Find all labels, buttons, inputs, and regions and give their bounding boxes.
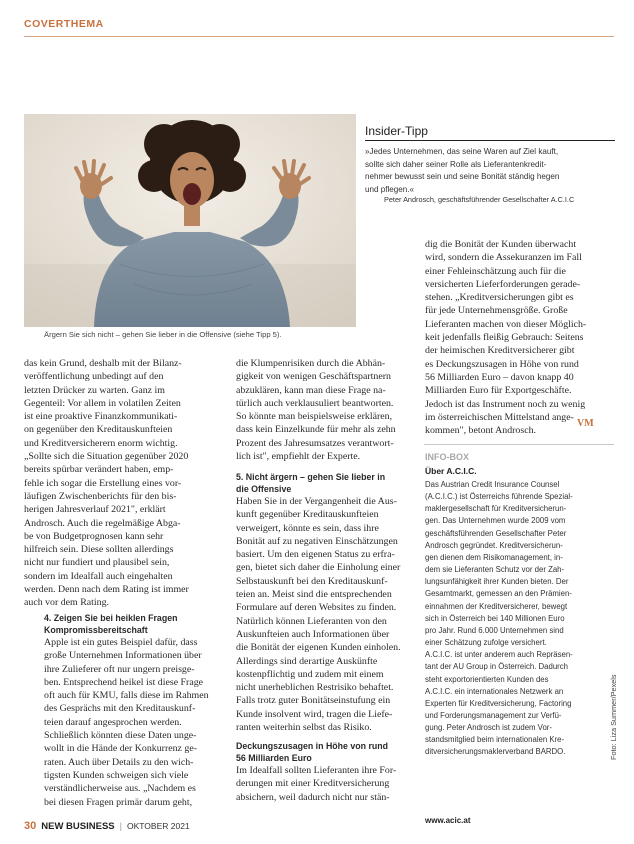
text-line: läufigen Zwischenberichts für den bis- xyxy=(24,490,177,502)
text-line: versicherten Lieferforderungen gerade- xyxy=(425,278,581,290)
heading-line: 56 Milliarden Euro xyxy=(236,753,312,764)
text-line: wollt in die Hände der Konkurrenz ge- xyxy=(44,743,198,755)
text-line: veröffentlichung unbedingt auf den xyxy=(24,371,164,383)
author-signature: VM xyxy=(577,418,594,429)
text-line: Auskunfteien auch Informationen über xyxy=(236,628,390,640)
text-line: Falls trotz guter Bonitätseinstufung ein xyxy=(236,695,391,707)
magazine-name: NEW BUSINESS xyxy=(41,821,115,832)
text-line: 56 Milliarden Euro – davon knapp 40 xyxy=(425,371,574,383)
text-line: Schließlich könnten diese Daten unge- xyxy=(44,730,197,742)
text-line: basiert. Um den eigenen Status zu erfra- xyxy=(236,549,395,561)
footer-separator: | xyxy=(119,821,122,831)
info-line: gen dienen dem Risikomanagement, in- xyxy=(425,552,563,562)
text-line: So könnte man beispielsweise erklären, xyxy=(236,411,393,423)
text-line: ben. Entsprechend heikel ist diese Frage xyxy=(44,676,204,688)
text-line: lich ist", empfiehlt der Experte. xyxy=(236,451,361,463)
info-line: einer Schätzung zufolge versichert. xyxy=(425,638,547,648)
text-line: bei diesen Fragen primär darum geht, xyxy=(44,796,193,808)
page-footer xyxy=(24,820,190,832)
text-line: letzten Drücker zu warten. Ganz im xyxy=(24,384,165,396)
quote-line: nehmer bewusst sein und seine Bonität ständig hegen xyxy=(365,172,560,182)
body-column-1 xyxy=(24,357,214,610)
info-line: gen. Das Unternehmen wurde 2009 vom xyxy=(425,516,566,526)
text-line: dass kein Einzelkunde für mehr als zehn xyxy=(236,424,396,436)
info-box-body xyxy=(425,479,625,759)
info-line: steht exportorientierten Kunden des xyxy=(425,674,549,684)
info-line: pro Jahr. Rund 6.000 Unternehmen sind xyxy=(425,625,564,635)
body-column-3 xyxy=(425,238,615,437)
info-box-title: INFO-BOX xyxy=(425,452,469,462)
text-line: Bonität auf zu negativen Einschätzungen xyxy=(236,535,398,547)
text-line: ihre Zulieferer oft nur ungern preisge- xyxy=(44,663,195,675)
photo-caption: Ärgern Sie sich nicht – gehen Sie lieber in die Offensive (siehe Tipp 5). xyxy=(44,330,282,339)
heading-line: 4. Zeigen Sie bei heiklen Fragen xyxy=(44,613,178,623)
info-line: Das Austrian Credit Insurance Counsel xyxy=(425,480,560,489)
text-line: es Deckungszusagen in Höhe von rund xyxy=(425,358,579,370)
text-line: die Bonität der eigenen Kunden einholen. xyxy=(236,642,401,654)
photo-credit: Foto: Liza Summer/Pexels xyxy=(609,674,618,760)
text-line: Lieferanten machen von dieser Möglich- xyxy=(425,318,587,330)
info-box-url[interactable]: www.acic.at xyxy=(425,816,471,825)
text-line: ranten weiterhin selbst das Risiko. xyxy=(236,722,372,734)
text-line: be von Budgetprognosen kann sehr xyxy=(24,530,164,542)
text-line: herigen Jahresverlauf 2021", erklärt xyxy=(24,504,166,516)
quote-line: »Jedes Unternehmen, das seine Waren auf Ziel kauft, xyxy=(365,147,559,156)
text-line: absichern, weil dadurch nicht nur stän- xyxy=(236,791,390,803)
heading-tip-5 xyxy=(236,471,385,495)
info-line: Androsch gegründet. Kreditversicherun- xyxy=(425,540,563,550)
info-line: (A.C.I.C.) ist Österreichs führende Spezial- xyxy=(425,492,573,502)
insider-tipp-author: Peter Androsch, geschäftsführender Gesellschafter A.C.I.C xyxy=(384,195,575,204)
info-line: standsmitglied beim internationalen Kre- xyxy=(425,735,565,745)
text-line: dig die Bonität der Kunden überwacht xyxy=(425,239,577,250)
text-line: oft auch für KMU, falls diese im Rahmen xyxy=(44,690,209,702)
info-line: Experten für Kreditversicherung, Factoring xyxy=(425,698,572,708)
info-line: sich in Österreich bei 140 Millionen Euro xyxy=(425,613,565,623)
text-line: keit jedenfalls fleißig Gebrauch: Seitens xyxy=(425,332,584,344)
text-line: hilfreich sein. Diese sollten allerdings xyxy=(24,544,174,556)
text-line: Selbstauskunft bei den Kreditauskunf- xyxy=(236,575,388,587)
text-line: sondern im Idealfall auch eingehalten xyxy=(24,570,173,582)
text-line: türlich auch verklausuliert beantworten. xyxy=(236,397,394,409)
body-column-1b xyxy=(44,636,234,809)
insider-tipp-rule xyxy=(365,140,615,141)
text-line: Im Idealfall sollten Lieferanten ihre For- xyxy=(236,765,397,776)
body-column-2c xyxy=(236,764,416,804)
heading-deckungszusagen xyxy=(236,740,388,764)
text-line: Kunde insolvent wird, tragen die Liefe- xyxy=(236,708,393,720)
text-line: kunft gegenüber Kreditauskunfteien xyxy=(236,509,379,521)
heading-line: 5. Nicht ärgern – gehen Sie lieber in xyxy=(236,472,386,482)
info-line: maklergesellschaft für Kreditversicherun- xyxy=(425,504,567,514)
text-line: Prozent des Jahresumsatzes verantwort- xyxy=(236,437,394,449)
text-line: „Sollte sich die Situation gegenüber 2020 xyxy=(24,451,189,463)
text-line: verweigert, könnte es sein, dass ihre xyxy=(236,522,379,534)
text-line: das kein Grund, deshalb mit der Bilanz- xyxy=(24,358,182,369)
text-line: kostenpflichtig und zudem mit einem xyxy=(236,668,384,680)
text-line: kommen", betont Androsch. xyxy=(425,425,536,437)
text-line: und Kreditversicherern enorm wichtig. xyxy=(24,437,178,449)
text-line: Milliarden Euro für Exportgeschäfte. xyxy=(425,385,572,397)
text-line: Formulare auf deren Websites zu finden. xyxy=(236,602,397,614)
text-line: nicht unerheblichen Restrisiko behaftet. xyxy=(236,682,394,694)
text-line: Gegenteil: Vor allem in volatilen Zeiten xyxy=(24,397,181,409)
info-line: ditversicherungsmaklerverband BARDO. xyxy=(425,747,566,757)
info-line: dem sie Lieferanten Schutz vor der Zah- xyxy=(425,565,565,575)
info-line: A.C.I.C. ist unter anderem auch Repräsen- xyxy=(425,650,573,660)
text-line: gen, bietet sich daher die Einholung einer xyxy=(236,562,401,574)
text-line: verständlicherweise aus. „Nachdem es xyxy=(44,783,196,795)
heading-line: Kompromissbereitschaft xyxy=(44,625,148,636)
text-line: tigsten Kunden schweigen sich viele xyxy=(44,769,189,781)
info-line: tant der AU Group in Österreich. Dadurch xyxy=(425,662,569,672)
text-line: im österreichischen Mittelstand ange- xyxy=(425,411,574,423)
text-line: einer Fehleinschätzung auch für die xyxy=(425,265,566,277)
text-line: große Unternehmen Informationen über xyxy=(44,650,202,662)
text-line: Natürlich können Lieferanten von den xyxy=(236,615,387,627)
info-box-rule xyxy=(424,444,614,445)
heading-line: Deckungszusagen in Höhe von rund xyxy=(236,741,389,751)
info-line: gung. Peter Androsch ist zudem Vor- xyxy=(425,723,552,733)
info-line: und Forderungsmanagement zur Verfü- xyxy=(425,710,562,720)
text-line: abzuklären, kann man diese Frage na- xyxy=(236,384,386,396)
insider-tipp-title: Insider-Tipp xyxy=(365,124,428,138)
text-line: der heimischen Kreditversicherer gibt xyxy=(425,345,575,357)
text-line: Haben Sie in der Vergangenheit die Aus- xyxy=(236,496,397,507)
text-line: ist eine proaktive Finanzkommunikati- xyxy=(24,411,178,423)
insider-tipp-quote xyxy=(365,146,615,196)
text-line: nicht nur fundiert und plausibel sein, xyxy=(24,557,170,569)
kicker-rule xyxy=(24,36,614,37)
screaming-woman-photo xyxy=(24,114,356,327)
text-line: teien an. Meist sind die entsprechenden xyxy=(236,589,392,601)
issue-date: OKTOBER 2021 xyxy=(126,821,190,831)
text-line: raten. Auch über Details zu den wich- xyxy=(44,756,194,768)
text-line: derungen mit einer Kreditversicherung xyxy=(236,778,390,790)
page-number: 30 xyxy=(24,820,37,832)
text-line: on gegenüber den Kreditauskunfteien xyxy=(24,424,173,436)
heading-line: die Offensive xyxy=(236,484,292,495)
text-line: auch vor dem Rating. xyxy=(24,597,110,609)
text-line: Apple ist ein gutes Beispiel dafür, dass xyxy=(44,637,198,648)
heading-tip-4 xyxy=(44,612,177,636)
body-column-2 xyxy=(236,357,416,463)
info-box-subtitle: Über A.C.I.C. xyxy=(425,466,477,476)
text-line: des Gesprächs mit den Kreditauskunf- xyxy=(44,703,196,715)
quote-line: und pflegen.« xyxy=(365,184,415,194)
text-line: stehen. „Kreditversicherungen gibt es xyxy=(425,292,574,304)
info-line: geschäftsführenden Gesellschafter Peter xyxy=(425,528,567,538)
section-kicker: COVERTHEMA xyxy=(24,18,104,30)
text-line: fehle ich sogar die Erstellung eines vor- xyxy=(24,477,182,489)
text-line: für jede Unternehmensgröße. Große xyxy=(425,305,568,317)
text-line: bereits spürbar verändert haben, emp- xyxy=(24,464,174,476)
text-line: die Klumpenrisiken durch die Abhän- xyxy=(236,358,386,369)
info-line: Gesamtmarkt, gemessen an den Prämien- xyxy=(425,589,572,599)
text-line: gigkeit von wenigen Geschäftspartnern xyxy=(236,371,391,383)
text-line: werden. Denn nach dem Rating ist immer xyxy=(24,584,189,596)
info-line: lungsunfähigkeit ihrer Kunden bieten. Der xyxy=(425,577,569,587)
text-line: Androsch. Auch die regelmäßige Abga- xyxy=(24,517,181,529)
text-line: wird, sondern die Assekuranzen im Fall xyxy=(425,252,582,264)
info-line: einnahmen der Kreditversicherer, bewegt xyxy=(425,601,568,611)
text-line: Jedoch ist das Instrument noch zu wenig xyxy=(425,398,586,410)
body-column-2b xyxy=(236,495,416,734)
text-line: teien darauf angesprochen werden. xyxy=(44,716,182,728)
quote-line: sollte sich daher seiner Rolle als Lieferantenkredit- xyxy=(365,159,547,169)
text-line: Allerdings sind derartige Auskünfte xyxy=(236,655,378,667)
info-line: A.C.I.C. ein internationales Netzwerk an xyxy=(425,686,564,696)
